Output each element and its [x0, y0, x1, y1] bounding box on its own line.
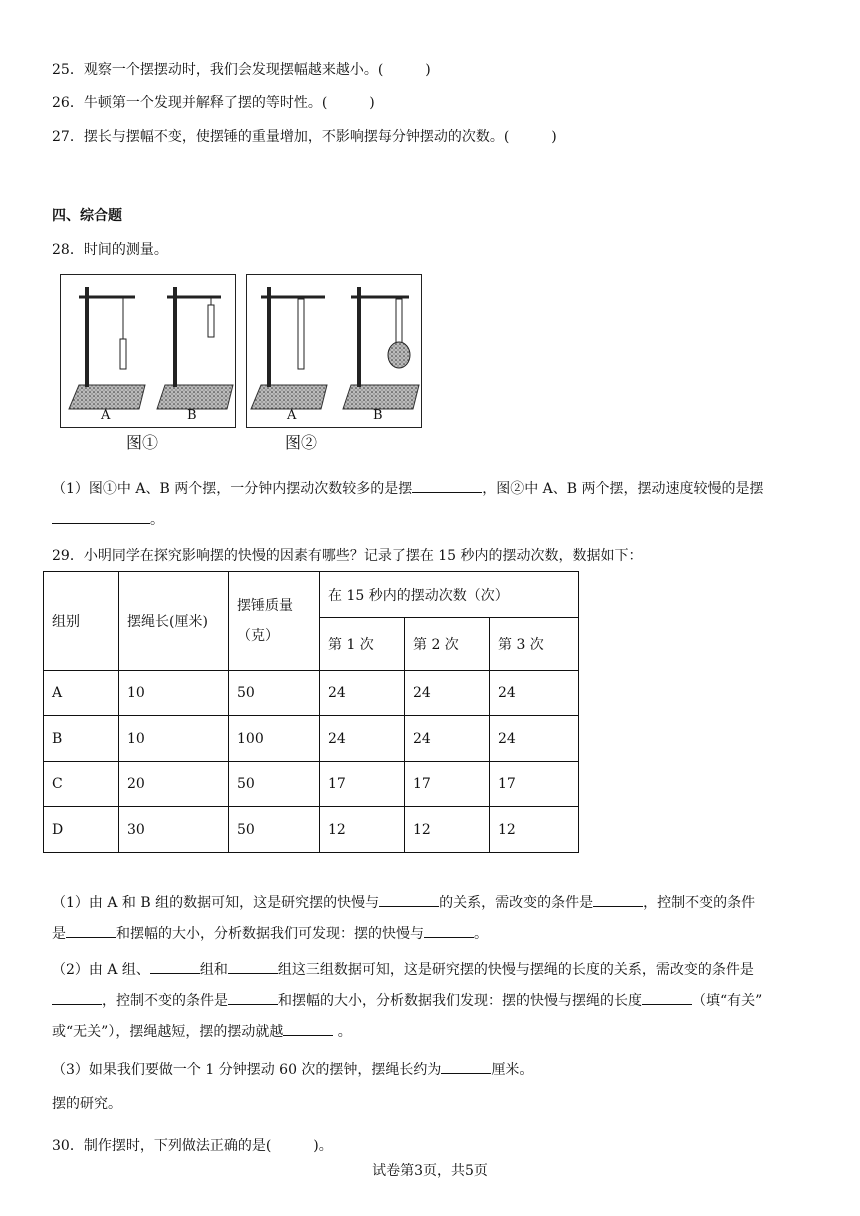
- figure-2: [246, 274, 422, 428]
- label-b: B: [187, 408, 197, 423]
- answer-blank[interactable]: [228, 959, 278, 974]
- answer-blank[interactable]: [441, 1059, 491, 1074]
- figure-2-drawing: [247, 275, 421, 427]
- figure-1-caption: 图①: [126, 433, 159, 452]
- question-29-title: 29．小明同学在探究影响摆的快慢的因素有哪些？记录了摆在 15 秒内的摆动次数，数据如下：: [52, 548, 643, 564]
- answer-blank[interactable]: [228, 990, 278, 1005]
- table-row: D 30 50 12 12 12: [44, 807, 579, 853]
- table-row: B 10 100 24 24 24: [44, 716, 579, 762]
- label-a: A: [101, 408, 111, 423]
- question-26: 26．牛顿第一个发现并解释了摆的等时性。( ): [52, 95, 375, 111]
- label-a: A: [287, 408, 297, 423]
- question-27: 27．摆长与摆幅不变，使摆锤的重量增加，不影响摆每分钟摆动的次数。( ): [52, 129, 557, 145]
- answer-blank[interactable]: [283, 1021, 333, 1036]
- header-group: 组别: [44, 572, 119, 671]
- figure-1: [60, 274, 236, 428]
- answer-blank[interactable]: [424, 923, 474, 938]
- header-length: 摆绳长(厘米): [119, 572, 229, 671]
- answer-blank[interactable]: [52, 509, 150, 524]
- question-30: 30．制作摆时，下列做法正确的是( )。: [52, 1138, 333, 1154]
- answer-blank[interactable]: [642, 990, 692, 1005]
- label-b: B: [373, 408, 383, 423]
- answer-blank[interactable]: [593, 892, 643, 907]
- stand-base-a: [69, 385, 145, 409]
- question-29-part-1: （1）由 A 和 B 组的数据可知，这是研究摆的快慢与 的关系，需改变的条件是 ，控制不变的条件 是 和摆幅的大小，分析数据我们可发现：摆的快慢与 。: [52, 888, 812, 950]
- stand-base-b: [343, 385, 419, 409]
- header-trial-1: 第 1 次: [320, 618, 405, 671]
- question-25: 25．观察一个摆摆动时，我们会发现摆幅越来越小。( ): [52, 62, 431, 78]
- header-count: 在 15 秒内的摆动次数（次）: [320, 572, 579, 618]
- stand-base-a: [251, 385, 327, 409]
- table-row: C 20 50 17 17 17: [44, 762, 579, 807]
- section-heading: 四、综合题: [52, 208, 122, 224]
- question-28-title: 28．时间的测量。: [52, 242, 168, 258]
- header-trial-2: 第 2 次: [405, 618, 490, 671]
- table-row: A 10 50 24 24 24: [44, 671, 579, 716]
- page-footer: 试卷第3页，共5页: [372, 1163, 488, 1179]
- answer-blank[interactable]: [150, 959, 200, 974]
- answer-blank[interactable]: [66, 923, 116, 938]
- question-28-part-1: （1）图①中 A、B 两个摆，一分钟内摆动次数较多的是摆 ，图②中 A、B 两个摆，摆动速度较慢的是摆 。: [52, 474, 812, 536]
- figure-1-drawing: [61, 275, 235, 427]
- stand-base-b: [157, 385, 233, 409]
- answer-blank[interactable]: [52, 990, 102, 1005]
- answer-blank[interactable]: [412, 478, 482, 493]
- header-mass: 摆锤质量（克）: [229, 572, 320, 671]
- section-note: 摆的研究。: [52, 1096, 122, 1112]
- answer-blank[interactable]: [379, 892, 439, 907]
- question-29-part-2: （2）由 A 组、 组和 组这三组数据可知，这是研究摆的快慢与摆绳的长度的关系，需改变的条件是 ，控制不变的条件是 和摆幅的大小，分析数据我们发现：摆的快慢与摆绳的长度 （填“有关” 或“无关”），摆绳越短，摆的摆动就越 。: [52, 955, 812, 1048]
- question-29-part-3: （3）如果我们要做一个 1 分钟摆动 60 次的摆钟，摆绳长约为 厘米。: [52, 1055, 812, 1086]
- figure-2-caption: 图②: [285, 433, 318, 452]
- data-table: [43, 571, 579, 853]
- header-trial-3: 第 3 次: [490, 618, 579, 671]
